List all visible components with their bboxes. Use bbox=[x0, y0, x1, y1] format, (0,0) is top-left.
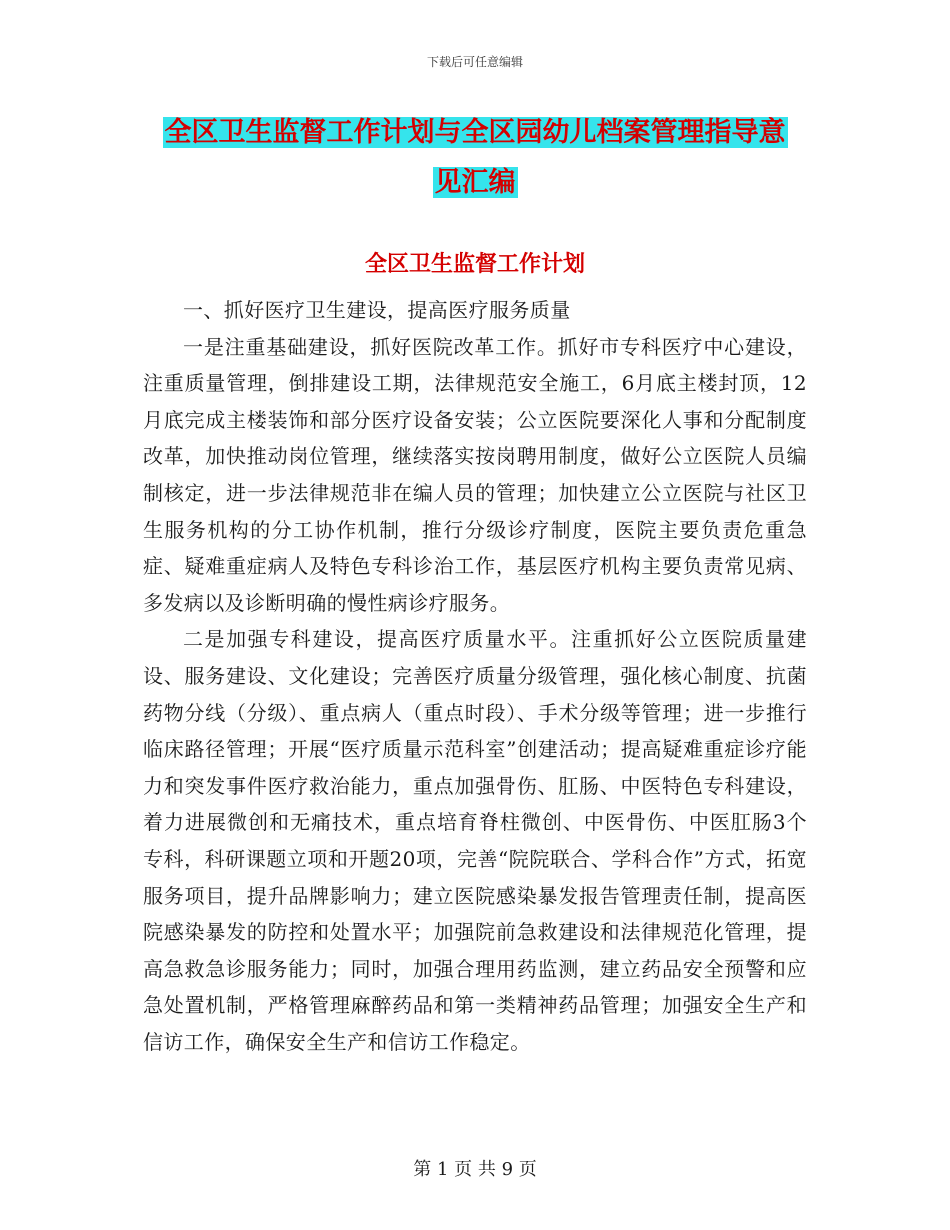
document-body bbox=[143, 292, 807, 1060]
document-title bbox=[143, 108, 807, 208]
paragraph-heading: 一、抓好医疗卫生建设，提高医疗服务质量 bbox=[183, 298, 571, 322]
paragraph: 二是加强专科建设，提高医疗质量水平。注重抓好公立医院质量建设、服务建设、文化建设；完善医疗质量分级管理，强化核心制度、抗菌药物分线（分级）、重点病人（重点时段）、手术分级等管理；进一步推行临床路径管理；开展“医疗质量示范科室”创建活动；提高疑难重症诊疗能力和突发事件医疗救治能力，重点加强骨伤、肛肠、中医特色专科建设，着力进展微创和无痛技术，重点培育脊柱微创、中医骨伤、中医肛肠3个专科，科研课题立项和开题20项，完善“院院联合、学科合作”方式，拓宽服务项目，提升品牌影响力；建立医院感染暴发报告管理责任制，提高医院感染暴发的防控和处置水平；加强院前急救建设和法律规范化管理，提高急救急诊服务能力；同时，加强合理用药监测，建立药品安全预警和应急处置机制，严格管理麻醉药品和第一类精神药品管理；加强安全生产和信访工作，确保安全生产和信访工作稳定。 bbox=[143, 627, 807, 1054]
paragraph: 一是注重基础建设，抓好医院改革工作。抓好市专科医疗中心建设，注重质量管理，倒排建设工期，法律规范安全施工，6月底主楼封顶，12月底完成主楼装饰和部分医疗设备安装；公立医院要深化人事和分配制度改革，加快推动岗位管理，继续落实按岗聘用制度，做好公立医院人员编制核定，进一步法律规范非在编人员的管理；加快建立公立医院与社区卫生服务机构的分工协作机制，推行分级诊疗制度，医院主要负责危重急症、疑难重症病人及特色专科诊治工作，基层医疗机构主要负责常见病、多发病以及诊断明确的慢性病诊疗服务。 bbox=[143, 334, 807, 615]
header-note: 下载后可任意编辑 bbox=[426, 55, 523, 69]
page-footer: 第 1 页 共 9 页 bbox=[413, 1159, 537, 1180]
title-line-1: 全区卫生监督工作计划与全区园幼儿档案管理指导意 bbox=[164, 117, 786, 148]
section-title: 全区卫生监督工作计划 bbox=[364, 251, 585, 277]
title-line-2: 见汇编 bbox=[434, 167, 516, 198]
